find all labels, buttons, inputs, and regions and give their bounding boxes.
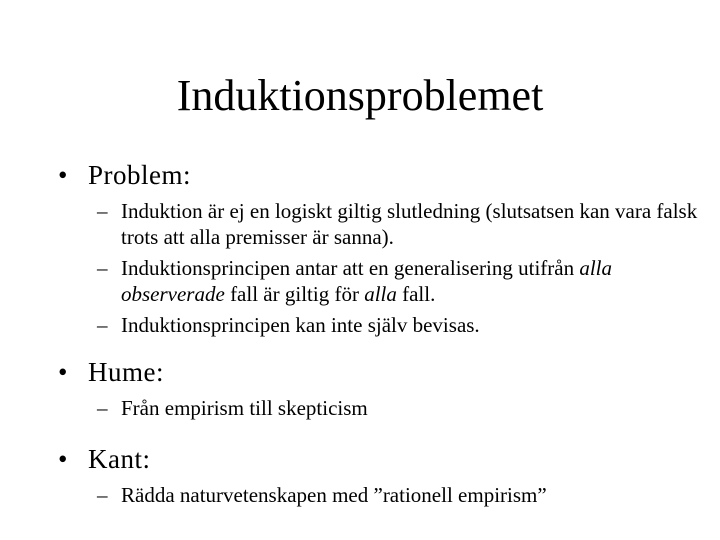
dash-icon: – [97,199,108,223]
sub-item-text: Induktion är ej en logiskt giltig slutledning (slutsatsen kan vara falsk trots att alla premisser är sanna). [121,199,698,249]
sub-item [97,395,698,421]
bullet-label: Problem: [88,160,191,190]
bullet-hume [58,355,698,389]
sublist-hume [97,395,698,421]
dash-icon: – [97,256,108,280]
sub-item [97,312,698,338]
slide-title: Induktionsproblemet [176,71,544,120]
bullet-icon: • [58,357,68,387]
bullet-label: Kant: [88,444,151,474]
sub-item-text [121,255,698,307]
bullet-icon: • [58,444,68,474]
text-run: fall är giltig för [224,282,365,306]
sub-item [97,255,698,307]
spacer [58,426,698,442]
slide-content [58,158,698,513]
sub-item-text: Från empirism till skepticism [121,396,368,420]
sub-item-text: Induktionsprincipen kan inte själv bevisas. [121,313,480,337]
sublist-problem [97,198,698,338]
text-run: fall. [396,282,436,306]
text-run: Induktionsprincipen antar att en generalisering utifrån [121,256,580,280]
spacer [58,343,698,355]
sub-item [97,198,698,250]
sub-item [97,482,698,508]
bullet-icon: • [58,160,68,190]
dash-icon: – [97,313,108,337]
dash-icon: – [97,483,108,507]
text-run-italic: alla observerade [121,256,613,306]
bullet-kant [58,442,698,476]
sublist-kant [97,482,698,508]
bullet-problem [58,158,698,192]
bullet-label: Hume: [88,357,164,387]
text-run-italic: alla [364,282,397,306]
sub-item-text: Rädda naturvetenskapen med ”rationell empirism” [121,483,547,507]
dash-icon: – [97,396,108,420]
